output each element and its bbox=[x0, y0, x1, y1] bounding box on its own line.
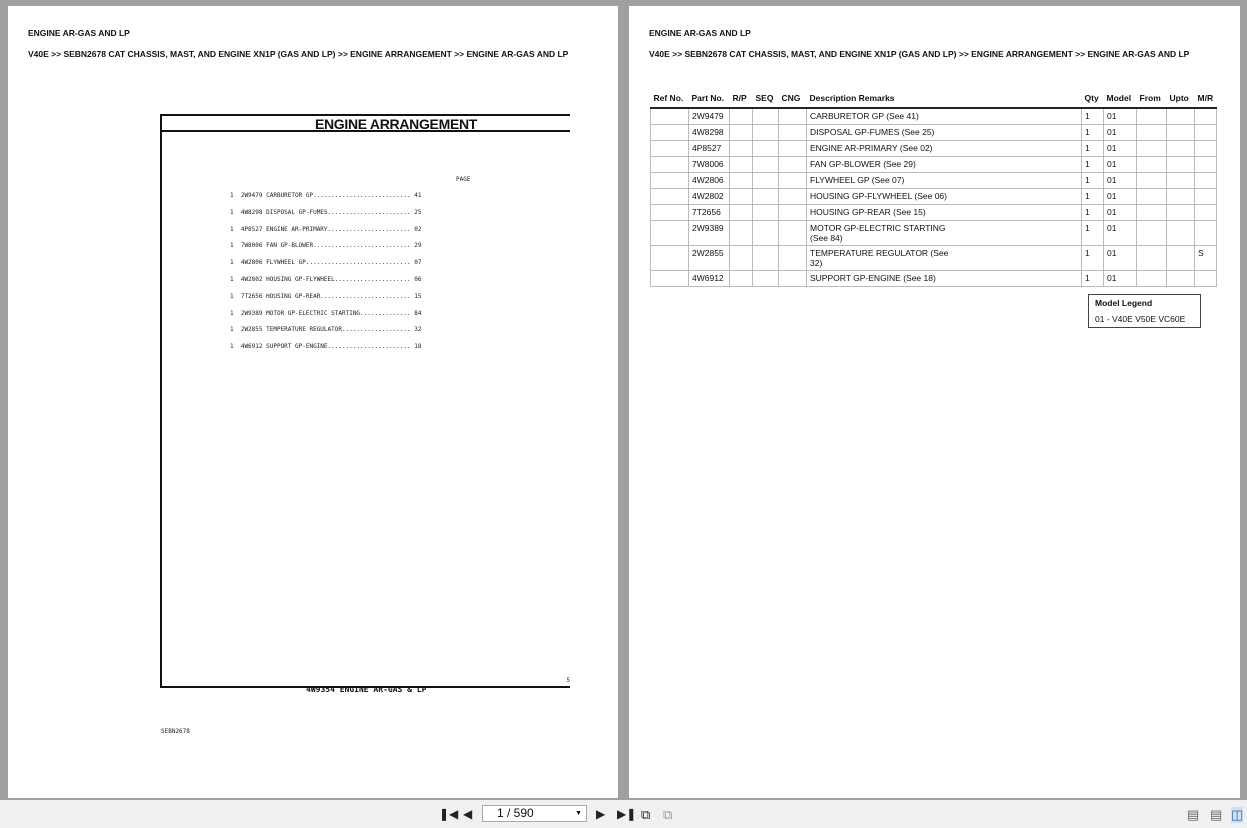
table-cell: 1 bbox=[1082, 173, 1104, 189]
table-cell bbox=[779, 173, 807, 189]
table-cell: 1 bbox=[1082, 246, 1104, 271]
table-cell bbox=[753, 108, 779, 125]
table-row[interactable] bbox=[651, 108, 1217, 125]
scan-index-item: 1 4W2806 FLYWHEEL GP............................. 07 bbox=[230, 259, 422, 267]
first-page-icon[interactable]: ❚◀ bbox=[439, 807, 459, 821]
page-title: ENGINE AR-GAS AND LP bbox=[649, 28, 751, 38]
table-cell: 1 bbox=[1082, 108, 1104, 125]
column-header[interactable]: Ref No. bbox=[651, 93, 689, 108]
table-cell: 2W2855 bbox=[689, 246, 730, 271]
column-header[interactable]: From bbox=[1137, 93, 1167, 108]
page-number-value: 1 / 590 bbox=[497, 806, 534, 820]
table-cell bbox=[1167, 157, 1195, 173]
table-cell bbox=[730, 189, 753, 205]
table-cell bbox=[651, 271, 689, 287]
table-cell bbox=[1137, 205, 1167, 221]
table-cell bbox=[1137, 189, 1167, 205]
table-cell: 1 bbox=[1082, 141, 1104, 157]
table-cell: 4W2806 bbox=[689, 173, 730, 189]
column-header[interactable]: R/P bbox=[730, 93, 753, 108]
table-row[interactable] bbox=[651, 173, 1217, 189]
table-row[interactable] bbox=[651, 189, 1217, 205]
table-cell: TEMPERATURE REGULATOR (See 32) bbox=[807, 246, 1082, 271]
table-row[interactable] bbox=[651, 157, 1217, 173]
table-cell bbox=[779, 271, 807, 287]
table-cell bbox=[1195, 108, 1217, 125]
table-cell bbox=[730, 205, 753, 221]
table-cell bbox=[779, 205, 807, 221]
table-cell bbox=[1137, 141, 1167, 157]
scan-index-item: 1 4W8298 DISPOSAL GP-FUMES....................... 25 bbox=[230, 208, 422, 216]
table-cell bbox=[730, 246, 753, 271]
scan-index-item: 1 7W8006 FAN GP-BLOWER........................... 29 bbox=[230, 242, 422, 250]
table-cell: S bbox=[1195, 246, 1217, 271]
column-header[interactable]: CNG bbox=[779, 93, 807, 108]
scan-index-item: 1 2W2855 TEMPERATURE REGULATOR................... 32 bbox=[230, 326, 422, 334]
table-cell: 01 bbox=[1104, 271, 1137, 287]
table-cell bbox=[730, 108, 753, 125]
breadcrumb: V40E >> SEBN2678 CAT CHASSIS, MAST, AND ENGINE XN1P (GAS AND LP) >> ENGINE ARRANGEMENT >> ENGINE AR-GAS AND LP bbox=[649, 49, 1190, 59]
table-cell bbox=[1167, 205, 1195, 221]
scan-index-item: 1 2W9389 MOTOR GP-ELECTRIC STARTING.............. 84 bbox=[230, 309, 422, 317]
table-row[interactable] bbox=[651, 271, 1217, 287]
table-cell: CARBURETOR GP (See 41) bbox=[807, 108, 1082, 125]
breadcrumb: V40E >> SEBN2678 CAT CHASSIS, MAST, AND ENGINE XN1P (GAS AND LP) >> ENGINE ARRANGEMENT >> ENGINE AR-GAS AND LP bbox=[28, 49, 569, 59]
table-cell bbox=[753, 189, 779, 205]
table-cell: 01 bbox=[1104, 221, 1137, 246]
table-cell bbox=[651, 125, 689, 141]
table-cell bbox=[1195, 189, 1217, 205]
table-cell bbox=[1195, 173, 1217, 189]
table-cell bbox=[753, 221, 779, 246]
table-cell bbox=[779, 125, 807, 141]
table-cell bbox=[753, 173, 779, 189]
table-cell bbox=[651, 189, 689, 205]
table-cell: 7T2656 bbox=[689, 205, 730, 221]
table-cell: 4P8527 bbox=[689, 141, 730, 157]
table-cell bbox=[1137, 271, 1167, 287]
table-cell bbox=[1167, 125, 1195, 141]
table-row[interactable] bbox=[651, 221, 1217, 246]
legend-entry: 01 - V40E V50E VC60E bbox=[1095, 314, 1186, 324]
scan-title: ENGINE ARRANGEMENT bbox=[162, 116, 570, 132]
column-header[interactable]: Upto bbox=[1167, 93, 1195, 108]
table-cell bbox=[1137, 157, 1167, 173]
scan-page-number: 5 bbox=[566, 677, 570, 684]
table-cell bbox=[730, 271, 753, 287]
table-cell bbox=[779, 246, 807, 271]
table-cell: 01 bbox=[1104, 205, 1137, 221]
table-cell bbox=[1167, 189, 1195, 205]
two-page-view-icon[interactable]: ◫ bbox=[1231, 807, 1244, 822]
left-page-scan bbox=[8, 6, 618, 798]
table-cell bbox=[1167, 221, 1195, 246]
page-title: ENGINE AR-GAS AND LP bbox=[28, 28, 130, 38]
last-page-icon[interactable]: ▶❚ bbox=[617, 807, 637, 821]
table-cell: 1 bbox=[1082, 221, 1104, 246]
scan-index-list bbox=[230, 192, 421, 360]
table-cell bbox=[1137, 173, 1167, 189]
table-cell bbox=[730, 173, 753, 189]
page-column-label: PAGE bbox=[456, 176, 471, 183]
chevron-down-icon[interactable]: ▼ bbox=[575, 810, 582, 817]
table-cell: 01 bbox=[1104, 246, 1137, 271]
table-cell bbox=[1195, 205, 1217, 221]
table-cell: SUPPORT GP-ENGINE (See 18) bbox=[807, 271, 1082, 287]
table-cell bbox=[1195, 271, 1217, 287]
paste-page-icon[interactable]: ⧉ bbox=[663, 807, 673, 822]
table-cell: 4W8298 bbox=[689, 125, 730, 141]
table-cell bbox=[1167, 246, 1195, 271]
table-row[interactable] bbox=[651, 246, 1217, 271]
table-cell bbox=[753, 205, 779, 221]
table-cell bbox=[1137, 125, 1167, 141]
table-cell: HOUSING GP-REAR (See 15) bbox=[807, 205, 1082, 221]
table-cell bbox=[730, 221, 753, 246]
scan-index-item: 1 7T2656 HOUSING GP-REAR......................... 15 bbox=[230, 292, 422, 300]
column-header[interactable]: Description Remarks bbox=[807, 93, 1082, 108]
scan-caption: 4W9354 ENGINE AR-GAS & LP bbox=[306, 685, 427, 694]
column-header[interactable]: SEQ bbox=[753, 93, 779, 108]
table-cell bbox=[651, 108, 689, 125]
table-cell: HOUSING GP-FLYWHEEL (See 06) bbox=[807, 189, 1082, 205]
table-cell bbox=[779, 141, 807, 157]
table-cell: 2W9389 bbox=[689, 221, 730, 246]
table-cell bbox=[1167, 173, 1195, 189]
table-cell bbox=[779, 221, 807, 246]
table-cell bbox=[1137, 246, 1167, 271]
table-cell bbox=[779, 189, 807, 205]
table-cell bbox=[651, 157, 689, 173]
table-cell bbox=[1195, 125, 1217, 141]
table-cell bbox=[1195, 157, 1217, 173]
table-cell: 01 bbox=[1104, 125, 1137, 141]
column-header[interactable]: M/R bbox=[1195, 93, 1217, 108]
table-cell bbox=[753, 125, 779, 141]
table-row[interactable] bbox=[651, 125, 1217, 141]
table-cell bbox=[651, 246, 689, 271]
scanned-diagram bbox=[160, 114, 570, 688]
table-cell: 4W2802 bbox=[689, 189, 730, 205]
continuous-view-icon[interactable]: ▤ bbox=[1210, 807, 1223, 822]
legend-title: Model Legend bbox=[1095, 298, 1153, 308]
table-cell bbox=[753, 246, 779, 271]
viewer-toolbar bbox=[0, 800, 1247, 828]
column-header[interactable]: Part No. bbox=[689, 93, 730, 108]
copy-page-icon[interactable]: ⧉ bbox=[641, 807, 651, 822]
table-cell bbox=[1167, 108, 1195, 125]
table-cell bbox=[753, 157, 779, 173]
table-row[interactable] bbox=[651, 141, 1217, 157]
next-page-icon[interactable]: ▶ bbox=[596, 807, 606, 821]
column-header[interactable]: Qty bbox=[1082, 93, 1104, 108]
table-cell: 01 bbox=[1104, 189, 1137, 205]
table-header bbox=[651, 93, 1217, 108]
table-cell bbox=[779, 108, 807, 125]
table-cell: 1 bbox=[1082, 205, 1104, 221]
table-cell: 4W6912 bbox=[689, 271, 730, 287]
table-cell bbox=[1167, 271, 1195, 287]
table-cell: FLYWHEEL GP (See 07) bbox=[807, 173, 1082, 189]
table-cell: ENGINE AR-PRIMARY (See 02) bbox=[807, 141, 1082, 157]
table-cell: 01 bbox=[1104, 157, 1137, 173]
table-cell: FAN GP-BLOWER (See 29) bbox=[807, 157, 1082, 173]
right-page-parts bbox=[629, 6, 1240, 798]
parts-table bbox=[650, 93, 1217, 287]
single-page-view-icon[interactable]: ▤ bbox=[1187, 807, 1200, 822]
prev-page-icon[interactable]: ◀ bbox=[463, 807, 473, 821]
table-cell: 2W9479 bbox=[689, 108, 730, 125]
doc-code: SEBN2678 bbox=[161, 728, 190, 735]
table-cell: 01 bbox=[1104, 173, 1137, 189]
table-cell bbox=[1195, 221, 1217, 246]
table-cell: 1 bbox=[1082, 271, 1104, 287]
table-cell bbox=[730, 125, 753, 141]
table-cell bbox=[1137, 108, 1167, 125]
table-cell bbox=[730, 141, 753, 157]
table-cell: 1 bbox=[1082, 189, 1104, 205]
table-cell: 01 bbox=[1104, 141, 1137, 157]
table-cell: 1 bbox=[1082, 125, 1104, 141]
table-row[interactable] bbox=[651, 205, 1217, 221]
table-cell: DISPOSAL GP-FUMES (See 25) bbox=[807, 125, 1082, 141]
table-cell: 01 bbox=[1104, 108, 1137, 125]
table-cell: MOTOR GP-ELECTRIC STARTING (See 84) bbox=[807, 221, 1082, 246]
model-legend bbox=[1088, 294, 1201, 328]
scan-index-item: 1 4P8527 ENGINE AR-PRIMARY....................... 02 bbox=[230, 225, 422, 233]
scan-index-item: 1 4W6912 SUPPORT GP-ENGINE....................... 18 bbox=[230, 343, 422, 351]
scan-index-item: 1 2W9479 CARBURETOR GP........................... 41 bbox=[230, 192, 422, 199]
table-cell bbox=[651, 173, 689, 189]
table-cell bbox=[753, 141, 779, 157]
table-cell bbox=[651, 205, 689, 221]
table-cell bbox=[779, 157, 807, 173]
table-cell bbox=[651, 141, 689, 157]
table-cell: 1 bbox=[1082, 157, 1104, 173]
table-cell: 7W8006 bbox=[689, 157, 730, 173]
table-cell bbox=[1137, 221, 1167, 246]
table-cell bbox=[651, 221, 689, 246]
table-cell bbox=[1195, 141, 1217, 157]
table-cell bbox=[1167, 141, 1195, 157]
table-cell bbox=[730, 157, 753, 173]
column-header[interactable]: Model bbox=[1104, 93, 1137, 108]
scan-index-item: 1 4W2802 HOUSING GP-FLYWHEEL..................... 06 bbox=[230, 275, 422, 283]
table-cell bbox=[753, 271, 779, 287]
page-number-select[interactable] bbox=[482, 805, 587, 822]
